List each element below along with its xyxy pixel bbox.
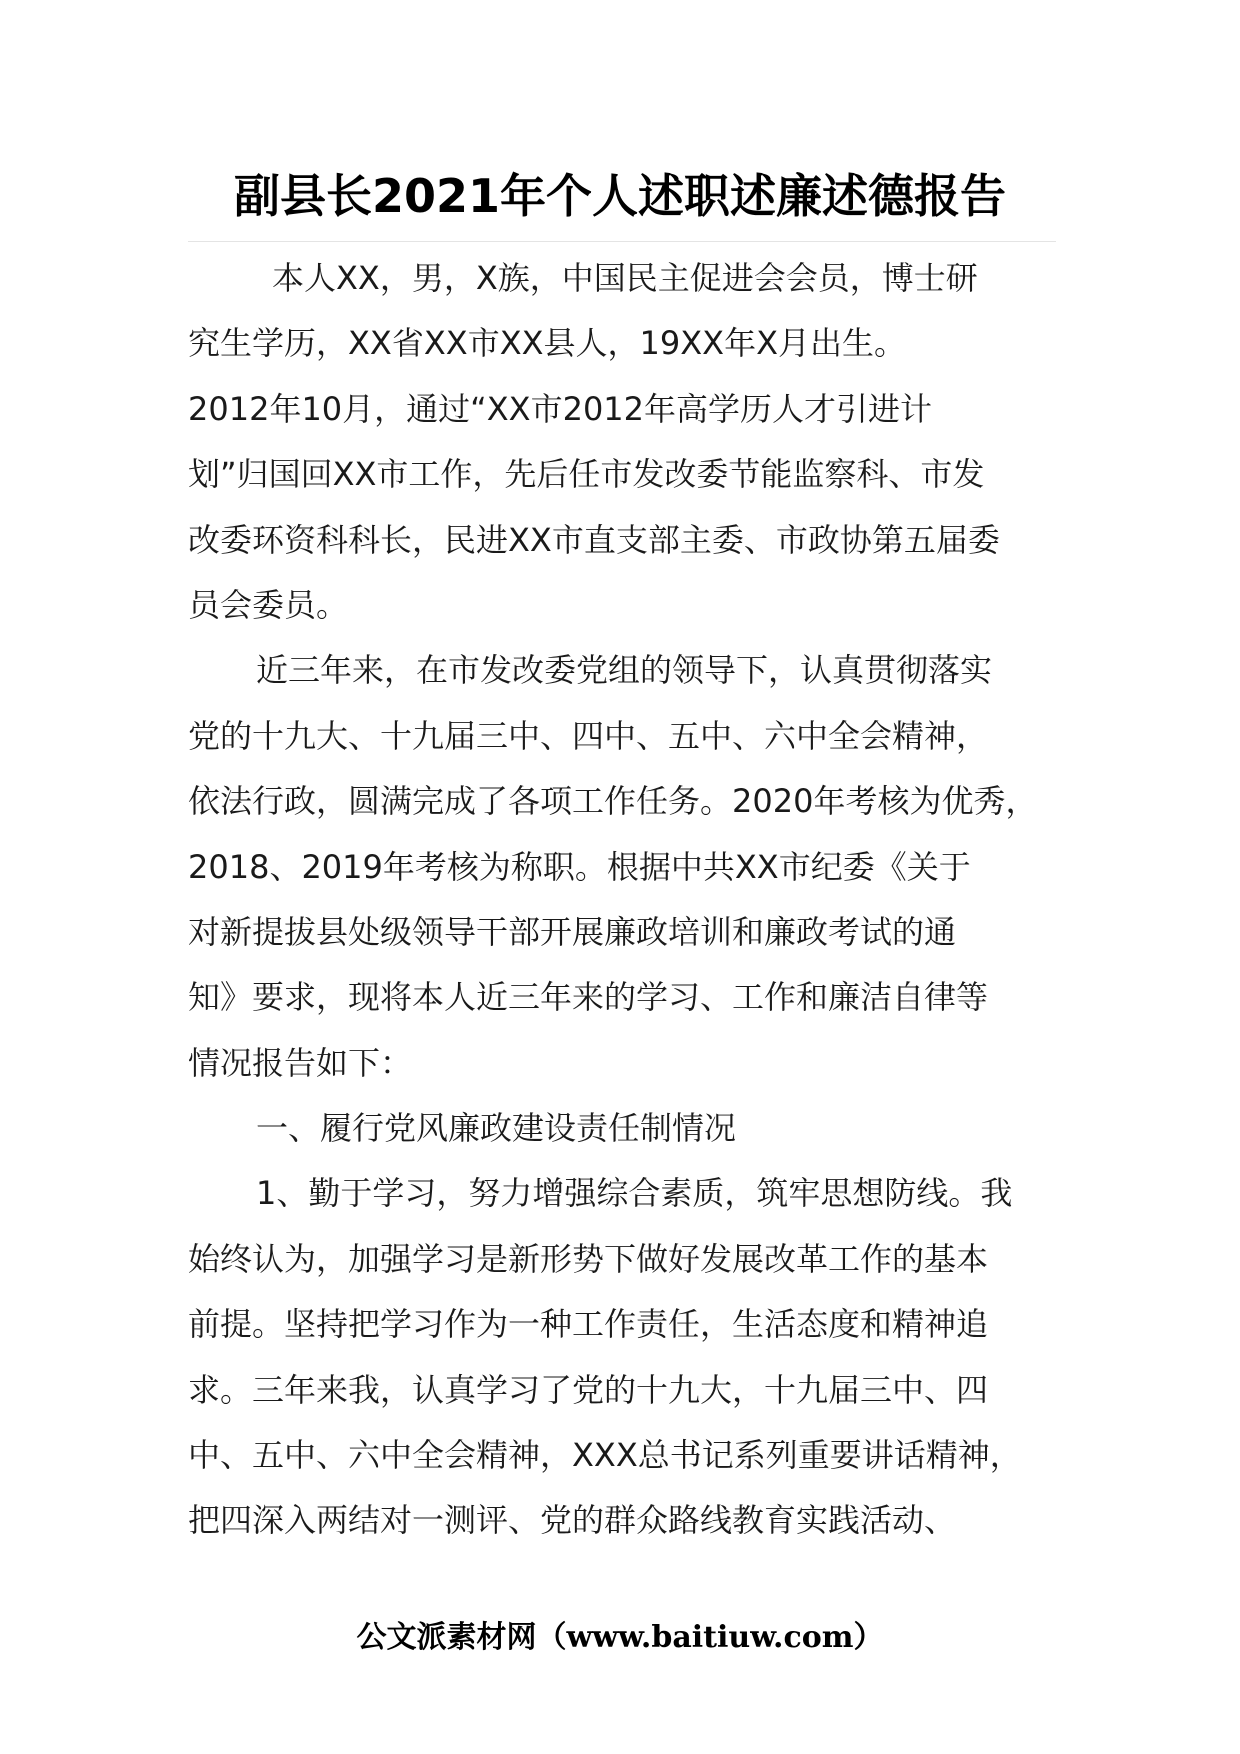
body-line: 知》要求，现将本人近三年来的学习、工作和廉洁自律等 xyxy=(188,978,989,1017)
body-line: 党的十九大、十九届三中、四中、五中、六中全会精神， xyxy=(188,716,989,755)
body-line: 改委环资科科长，民进XX市直支部主委、市政协第五届委 xyxy=(188,520,1000,559)
document-body xyxy=(188,246,1048,1554)
body-line: 把四深入两结对一测评、党的群众路线教育实践活动、 xyxy=(188,1501,957,1540)
body-line: 求。三年来我，认真学习了党的十九大，十九届三中、四 xyxy=(188,1370,989,1409)
footer-source: 公文派素材网（www.baitiuw.com） xyxy=(356,1620,884,1655)
body-line: 员会委员。 xyxy=(188,585,349,624)
title-divider xyxy=(188,241,1056,242)
section-heading: 一、履行党风廉政建设责任制情况 xyxy=(256,1109,737,1148)
body-line: 2012年10月，通过“XX市2012年高学历人才引进计 xyxy=(188,389,933,428)
body-line: 1、勤于学习，努力增强综合素质，筑牢思想防线。我 xyxy=(256,1174,1013,1213)
body-line: 情况报告如下： xyxy=(188,1043,413,1082)
body-line: 前提。坚持把学习作为一种工作责任，生活态度和精神追 xyxy=(188,1305,989,1344)
body-line: 中、五中、六中全会精神，XXX总书记系列重要讲话精神， xyxy=(188,1436,1022,1475)
body-line: 2018、2019年考核为称职。根据中共XX市纪委《关于 xyxy=(188,847,971,886)
body-line: 始终认为，加强学习是新形势下做好发展改革工作的基本 xyxy=(188,1239,989,1278)
body-line: 依法行政，圆满完成了各项工作任务。2020年考核为优秀， xyxy=(188,782,1038,821)
body-line: 究生学历，XX省XX市XX县人，19XX年X月出生。 xyxy=(188,324,907,363)
body-line: 本人XX，男，X族，中国民主促进会会员，博士研 xyxy=(272,259,978,297)
body-line: 近三年来，在市发改委党组的领导下，认真贯彻落实 xyxy=(256,651,993,690)
document-title: 副县长2021年个人述职述廉述德报告 xyxy=(233,169,1007,223)
body-line: 对新提拔县处级领导干部开展廉政培训和廉政考试的通 xyxy=(188,912,957,951)
body-line: 划”归国回XX市工作，先后任市发改委节能监察科、市发 xyxy=(188,455,985,494)
